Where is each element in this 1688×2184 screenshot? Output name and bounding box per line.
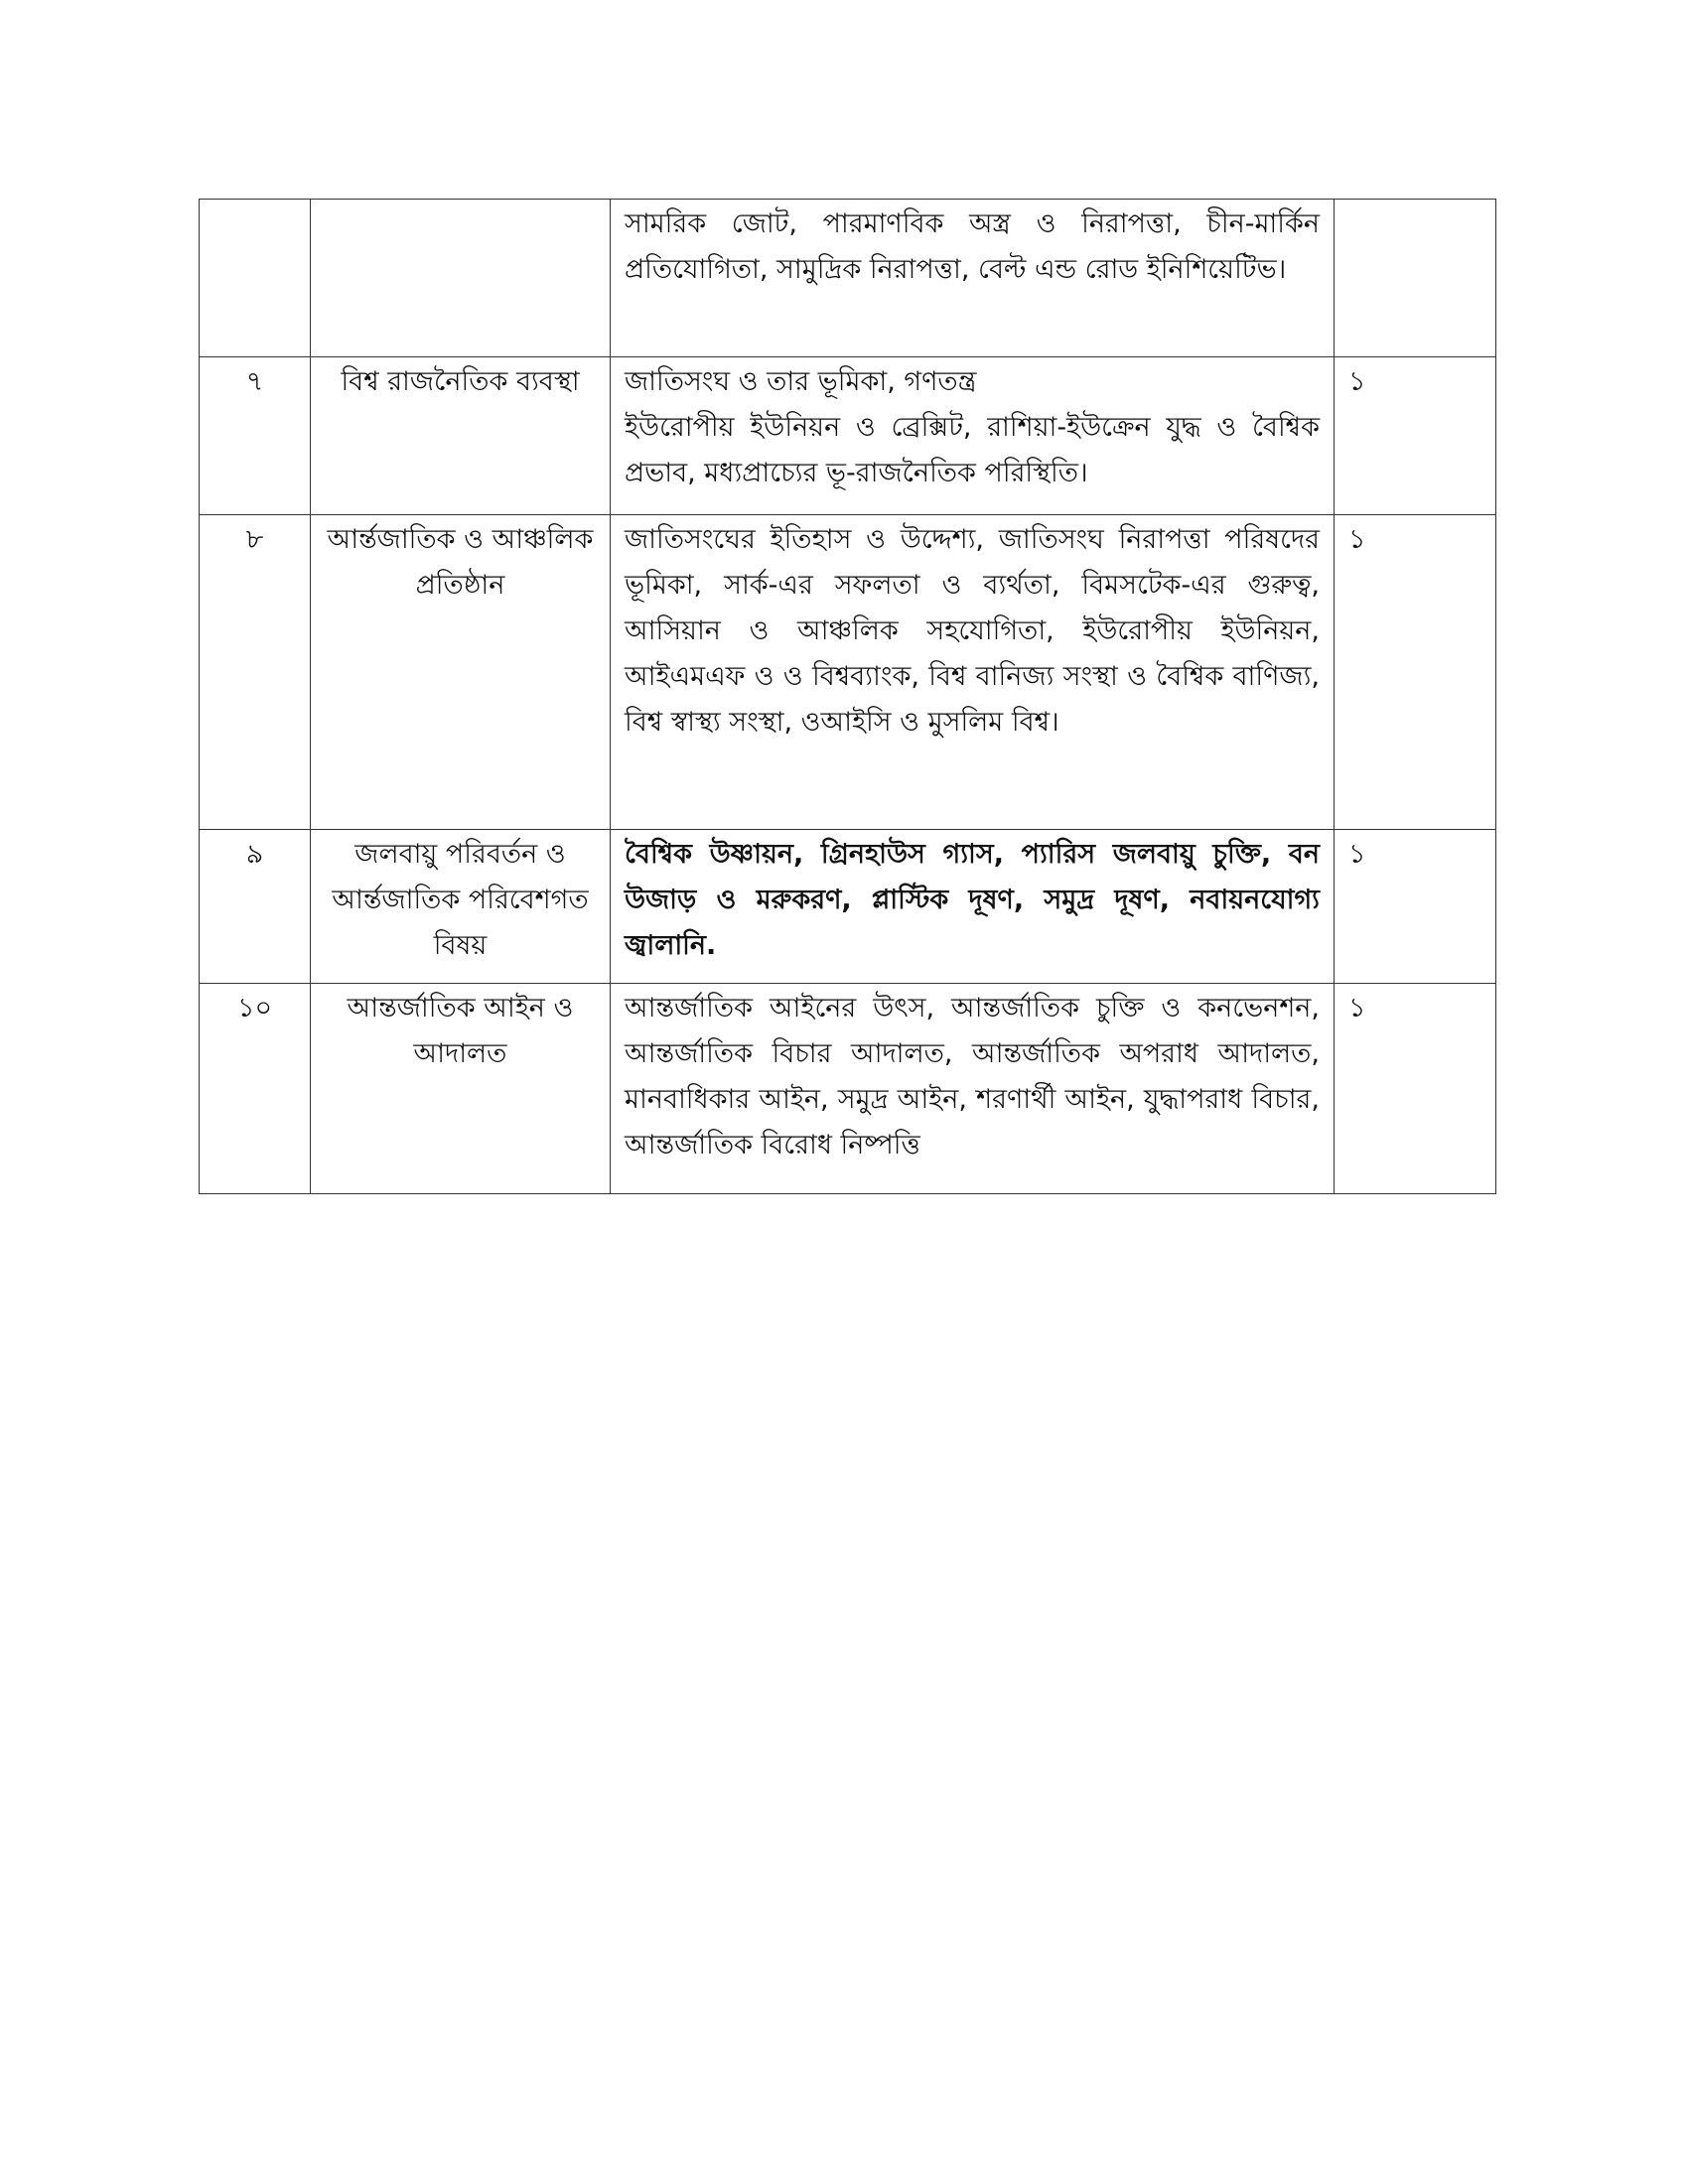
topic-content: জাতিসংঘ ও তার ভূমিকা, গণতন্ত্র ইউরোপীয় ইউনিয়ন ও ব্রেক্সিট, রাশিয়া-ইউক্রেন যুদ্ধ ও বৈশ্বিক প্রভাব, মধ্যপ্রাচ্যের ভূ-রাজনৈতিক পরিস্থিতি। — [625, 366, 1320, 488]
serial-cell — [200, 984, 311, 1194]
serial-cell — [200, 200, 311, 357]
topic-content: বৈশ্বিক উষ্ণায়ন, গ্রিনহাউস গ্যাস, প্যারিস জলবায়ু চুক্তি, বন উজাড় ও মরুকরণ, প্লাস্টিক দূষণ, সমুদ্র দূষণ, নবায়নযোগ্য জ্বালানি. — [625, 839, 1320, 961]
table-row — [200, 984, 1496, 1194]
topic-content-cell — [611, 357, 1335, 515]
credit-value: ১ — [1348, 993, 1366, 1024]
topic-content: আন্তর্জাতিক আইনের উৎস, আন্তর্জাতিক চুক্তি ও কনভেনশন, আন্তর্জাতিক বিচার আদালত, আন্তর্জাতিক অপরাধ আদালত, মানবাধিকার আইন, সমুদ্র আইন, শরণার্থী আইন, যুদ্ধাপরাধ বিচার, আন্তর্জাতিক বিরোধ নিষ্পত্তি — [625, 993, 1320, 1160]
topic-title: বিশ্ব রাজনৈতিক ব্যবস্থা — [341, 366, 580, 397]
topic-title-cell — [311, 200, 611, 357]
credit-cell — [1335, 984, 1496, 1194]
topic-title-cell — [311, 830, 611, 984]
topic-title-cell — [311, 984, 611, 1194]
credit-value: ১ — [1348, 839, 1366, 870]
serial-number: ৭ — [245, 366, 264, 397]
serial-number: ১০ — [236, 993, 273, 1024]
credit-cell — [1335, 357, 1496, 515]
table-row — [200, 357, 1496, 515]
topic-title-cell — [311, 515, 611, 830]
serial-number: ৮ — [245, 524, 264, 555]
topic-content: সামরিক জোট, পারমাণবিক অস্ত্র ও নিরাপত্তা, চীন-মার্কিন প্রতিযোগিতা, সামুদ্রিক নিরাপত্তা, বেল্ট এন্ড রোড ইনিশিয়েটিভ। — [625, 208, 1320, 285]
credit-cell — [1335, 200, 1496, 357]
table-row — [200, 830, 1496, 984]
topic-content: জাতিসংঘের ইতিহাস ও উদ্দেশ্য, জাতিসংঘ নিরাপত্তা পরিষদের ভূমিকা, সার্ক-এর সফলতা ও ব্যর্থতা, বিমসটেক-এর গুরুত্ব, আসিয়ান ও আঞ্চলিক সহযোগিতা, ইউরোপীয় ইউনিয়ন, আইএমএফ ও ও বিশ্বব্যাংক, বিশ্ব বানিজ্য সংস্থা ও বৈশ্বিক বাণিজ্য, বিশ্ব স্বাস্থ্য সংস্থা, ওআইসি ও মুসলিম বিশ্ব। — [625, 524, 1320, 738]
topic-content-cell — [611, 830, 1335, 984]
topic-content-cell — [611, 200, 1335, 357]
table-row — [200, 200, 1496, 357]
topic-content-cell — [611, 984, 1335, 1194]
serial-cell — [200, 357, 311, 515]
table-row — [200, 515, 1496, 830]
serial-cell — [200, 515, 311, 830]
topic-content-cell — [611, 515, 1335, 830]
serial-number: ৯ — [245, 839, 264, 870]
topic-title: আন্তর্জাতিক আইন ও আদালত — [347, 993, 574, 1069]
credit-cell — [1335, 515, 1496, 830]
credit-cell — [1335, 830, 1496, 984]
topic-title-cell — [311, 357, 611, 515]
serial-cell — [200, 830, 311, 984]
credit-value: ১ — [1348, 366, 1366, 397]
topic-title: আর্ন্তজাতিক ও আঞ্চলিক প্রতিষ্ঠান — [327, 524, 594, 601]
topic-title: জলবায়ু পরিবর্তন ও আর্ন্তজাতিক পরিবেশগত বিষয় — [332, 839, 589, 961]
credit-value: ১ — [1348, 524, 1366, 555]
syllabus-table-body — [200, 200, 1496, 1194]
syllabus-table — [199, 199, 1496, 1194]
